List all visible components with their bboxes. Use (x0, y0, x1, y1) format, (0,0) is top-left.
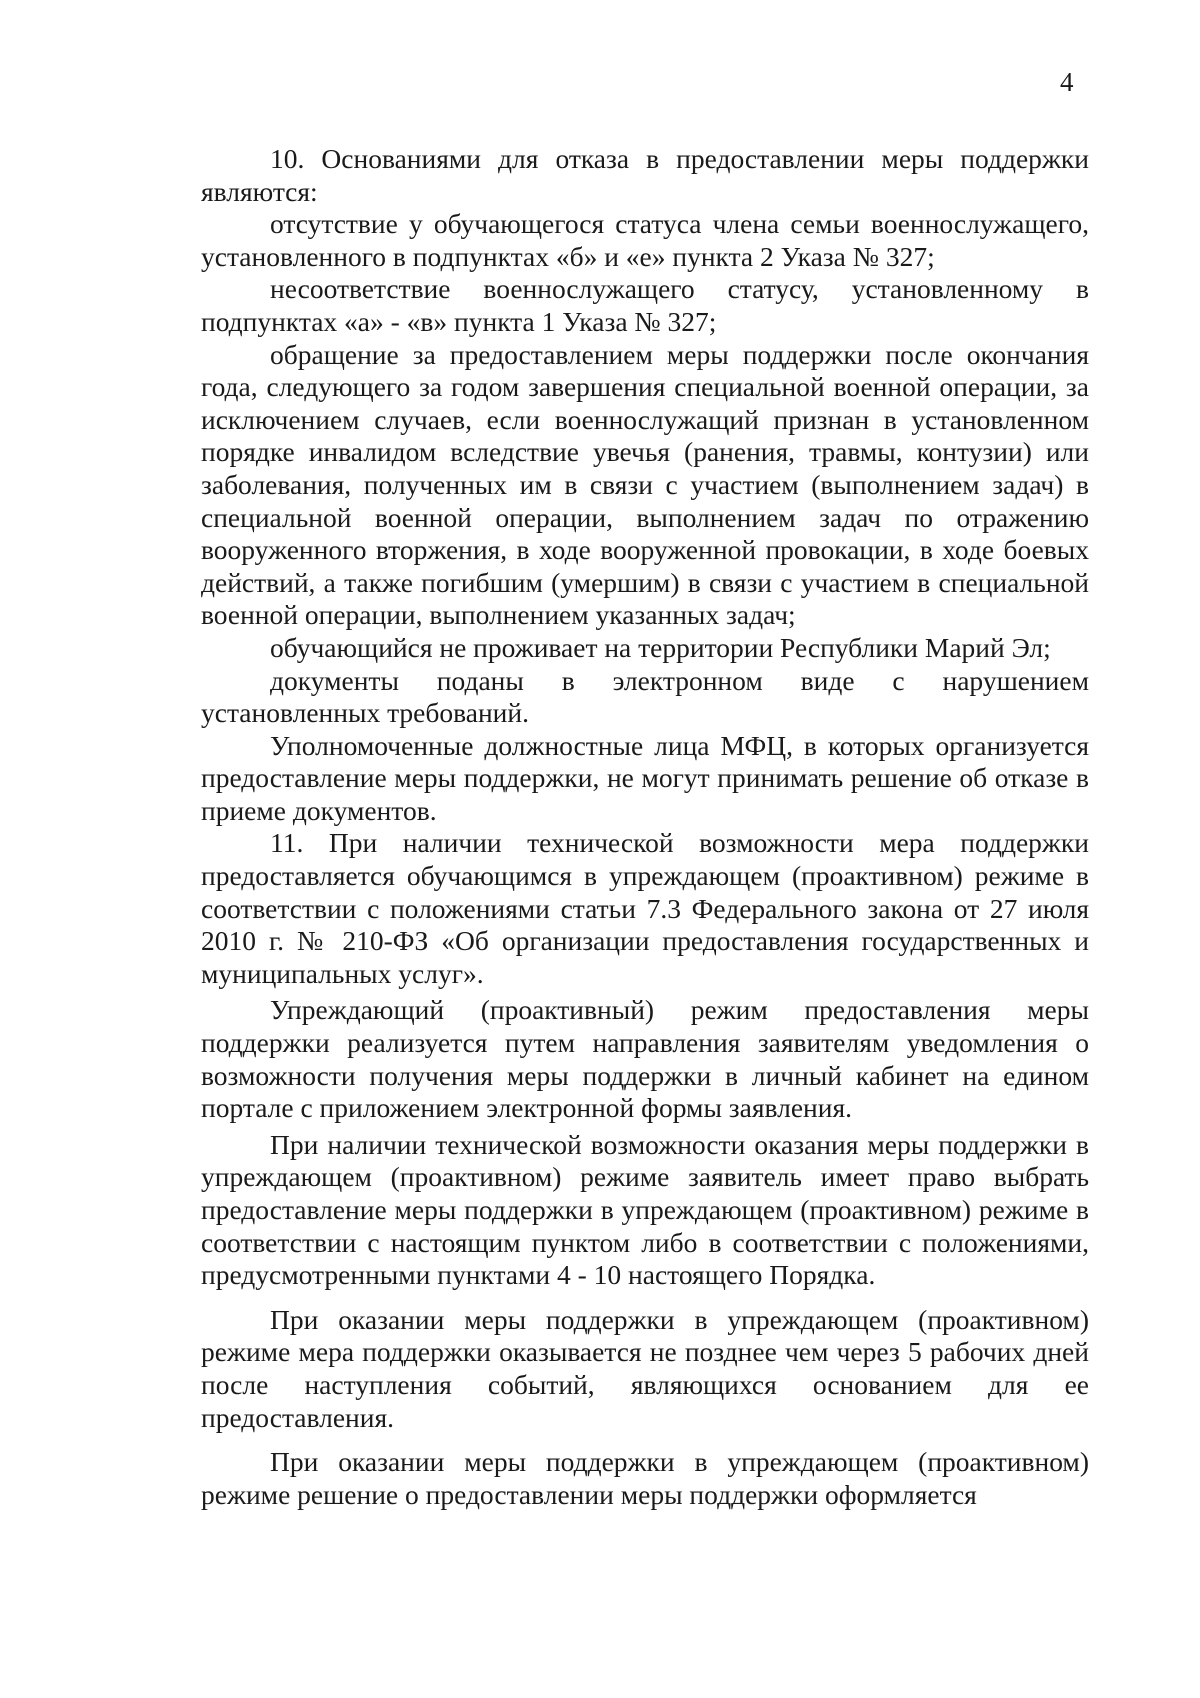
paragraph-five-days: При оказании меры поддержки в упреждающем (проактивном) режиме мера поддержки оказывается не позднее чем через 5 рабочих дней после наступления событий, являющихся основанием для ее предоставления. (201, 1303, 1089, 1433)
paragraph-late-application: обращение за предоставлением меры поддержки после окончания года, следующего за годом завершения специальной военной операции, за исключением случаев, если военнослужащий признан в установленном порядке инвалидом вследствие увечья (ранения, травмы, контузии) или заболевания, полученных им в связи с участием (выполнением задач) в специальной военной операции, выполнением задач по отражению вооруженного вторжения, в ходе вооруженной провокации, в ходе боевых действий, а также погибшим (умершим) в связи с участием в специальной военной операции, выполнением указанных задач; (201, 338, 1089, 631)
page-number: 4 (1060, 67, 1074, 97)
paragraph-status-mismatch: несоответствие военнослужащего статусу, установленному в подпунктах «а» - «в» пункта 1 Указа № 327; (201, 273, 1089, 337)
paragraph-electronic-violation: документы поданы в электронном виде с нарушением установленных требований. (201, 664, 1089, 729)
document-body (201, 143, 1089, 1511)
paragraph-no-family-status: отсутствие у обучающегося статуса члена семьи военнослужащего, установленного в подпунктах «б» и «е» пункта 2 Указа № 327; (201, 208, 1089, 272)
paragraph-not-resident: обучающийся не проживает на территории Республики Марий Эл; (270, 631, 1051, 663)
paragraph-proactive-implementation: Упреждающий (проактивный) режим предоставления меры поддержки реализуется путем направления заявителям уведомления о возможности получения меры поддержки в личный кабинет на едином портале с приложением электронной формы заявления. (201, 994, 1089, 1124)
paragraph-decision: При оказании меры поддержки в упреждающем (проактивном) режиме решение о предоставлении меры поддержки оформляется (201, 1446, 1089, 1510)
paragraph-mfc-officials: Уполномоченные должностные лица МФЦ, в которых организуется предоставление меры поддержки, не могут принимать решение об отказе в приеме документов. (201, 729, 1089, 826)
paragraph-refusal-grounds: 10. Основаниями для отказа в предоставлении меры поддержки являются: (201, 143, 1089, 207)
paragraph-proactive-mode: 11. При наличии технической возможности мера поддержки предоставляется обучающимся в упреждающем (проактивном) режиме в соответствии с положениями статьи 7.3 Федерального закона от 27 июля 2010 г. № 210-ФЗ «Об организации предоставления государственных и муниципальных услуг». (201, 827, 1089, 989)
paragraph-applicant-choice: При наличии технической возможности оказания меры поддержки в упреждающем (проактивном) режиме заявитель имеет право выбрать предоставление меры поддержки в упреждающем (проактивном) режиме в соответствии с настоящим пунктом либо в соответствии с положениями, предусмотренными пунктами 4 - 10 настоящего Порядка. (201, 1128, 1089, 1291)
